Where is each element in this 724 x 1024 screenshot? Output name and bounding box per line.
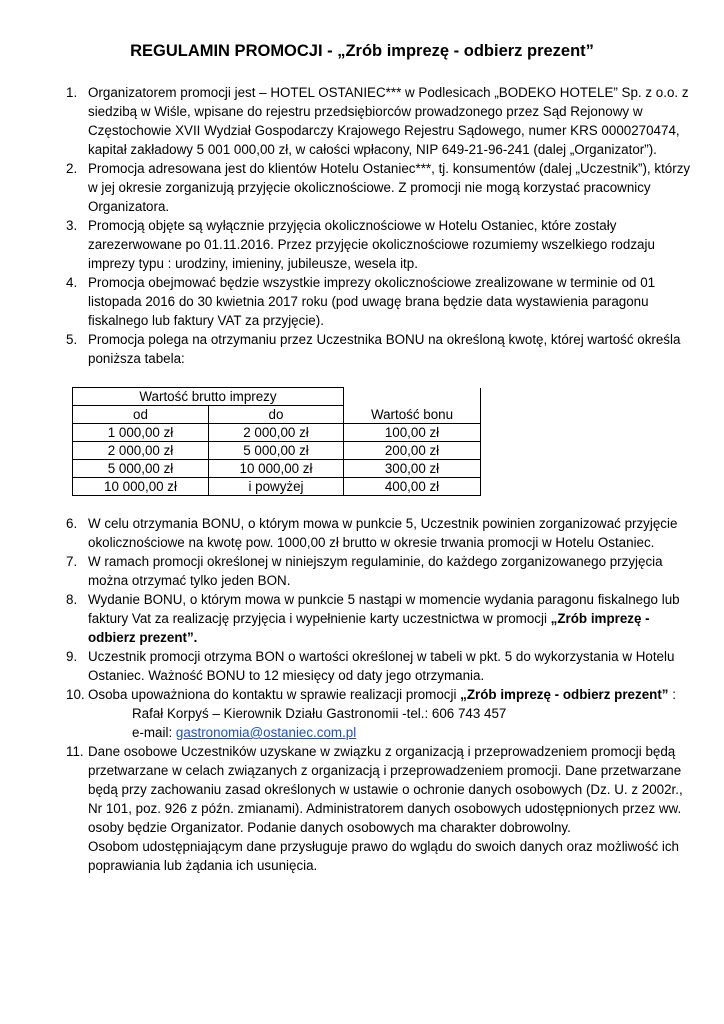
rule-number: 7. [66,554,78,569]
table-row [73,460,481,478]
contact-person: Rafał Korpyś – Kierownik Działu Gastronomii -tel.: 606 743 457 [132,706,507,721]
rule-text: Wydanie BONU, o którym mowa w punkcie 5 nastąpi w momencie wydania paragonu fiskalnego lub faktury Vat za realizację przyjęcia i wypełnienie karty uczestnictwa w promocji „Zrób imprezę - odbierz prezent”. [88,592,680,645]
table-header-cell: Wartość bonu [344,406,481,424]
rule-text: Osoba upoważniona do kontaktu w sprawie realizacji promocji „Zrób imprezę - odbierz prezent” : [88,687,676,702]
rule-text: W ramach promocji określonej w niniejszym regulaminie, do każdego zorganizowanego przyjęcia można otrzymać tylko jeden BON. [88,554,663,588]
rule-1 [0,83,724,159]
table-cell: 10 000,00 zł [73,478,209,496]
rule-number: 1. [66,85,78,100]
rule-number: 6. [66,516,78,531]
rule-3 [0,216,724,273]
rule-number: 4. [66,275,78,290]
table-cell: i powyżej [209,478,344,496]
rule-7 [0,552,724,590]
table-header-row [73,388,481,406]
rule-2 [0,159,724,216]
table-header-row [73,406,481,424]
bon-value-table [72,387,481,496]
rule-number: 5. [66,332,78,347]
table-cell: 5 000,00 zł [73,460,209,478]
table-cell: 300,00 zł [344,460,481,478]
table-group-header: Wartość brutto imprezy [73,388,344,406]
table-cell: 100,00 zł [344,424,481,442]
rule-number: 2. [66,161,78,176]
rule-number: 11. [66,744,84,759]
table-cell: 1 000,00 zł [73,424,209,442]
promo-name: „Zrób imprezę - odbierz prezent”. [88,611,650,645]
rule-text: Promocja obejmować będzie wszystkie imprezy okolicznościowe zrealizowane w terminie od 01 listopada 2016 do 30 kwietnia 2017 roku (pod uwagę brana będzie data wystawienia paragonu fiskalnego lub faktury VAT za przyjęcie). [88,275,656,328]
table-header-cell: do [209,406,344,424]
rule-number: 8. [66,592,78,607]
promo-name: „Zrób imprezę - odbierz prezent” [460,687,669,702]
rule-text: Uczestnik promocji otrzyma BON o wartości określonej w tabeli w pkt. 5 do wykorzystania w Hotelu Ostaniec. Ważność BONU to 12 miesięcy od daty jego otrzymania. [88,649,675,683]
rule-number: 10. [66,687,85,702]
table-header-cell: od [73,406,209,424]
rule-number: 9. [66,649,78,664]
rule-text: Promocja adresowana jest do klientów Hotelu Ostaniec***, tj. konsumentów (dalej „Uczestnik”), którzy w jej okresie zorganizują przyjęcie okolicznościowe. Z promocji nie mogą korzystać pracownicy Organizatora. [88,161,691,214]
page-title: REGULAMIN PROMOCJI - „Zrób imprezę - odbierz prezent” [130,42,594,60]
rule-text: Promocja polega na otrzymaniu przez Uczestnika BONU na określoną kwotę, której wartość określa poniższa tabela: [88,332,681,366]
table-row [73,442,481,460]
table-empty-cell [344,388,481,406]
rule-text-extra: Osobom udostępniającym dane przysługuje prawo do wglądu do swoich danych oraz możliwość ich poprawiania lub żądania ich usunięcia. [88,839,679,873]
contact-email-line: e-mail: gastronomia@ostaniec.com.pl [132,725,357,740]
rule-5 [0,330,724,514]
rule-text: Promocją objęte są wyłącznie przyjęcia okolicznościowe w Hotelu Ostaniec, które zostały zarezerwowane po 01.11.2016. Przez przyjęcie okolicznościowe rozumiemy wszelkiego rodzaju imprezy typu : urodziny, imieniny, jubileusze, wesela itp. [88,218,655,271]
rules-list [0,83,724,875]
table-cell: 200,00 zł [344,442,481,460]
rule-8 [0,590,724,647]
table-cell: 2 000,00 zł [209,424,344,442]
rule-10 [0,685,724,742]
table-cell: 400,00 zł [344,478,481,496]
table-cell: 2 000,00 zł [73,442,209,460]
rule-number: 3. [66,218,78,233]
rule-6 [0,514,724,552]
rule-4 [0,273,724,330]
table-row [73,424,481,442]
email-link[interactable]: gastronomia@ostaniec.com.pl [175,725,357,740]
rule-text: W celu otrzymania BONU, o którym mowa w punkcie 5, Uczestnik powinien zorganizować przyjęcie okolicznościowe na kwotę pow. 1000,00 zł brutto w okresie trwania promocji w Hotelu Ostaniec. [88,516,678,550]
rule-text: Organizatorem promocji jest – HOTEL OSTANIEC*** w Podlesicach „BODEKO HOTELE” Sp. z o.o. z siedzibą w Wiśle, wpisane do rejestru przedsiębiorców prowadzonego przez Sąd Rejonowy w Częstochowie XVII Wydział Gospodarczy Krajowego Rejestru Sądowego, numer KRS 0000270474, kapitał zakładowy 5 001 000,00 zł, w całości wpłacony, NIP 649-21-96-241 (dalej „Organizator”). [88,85,689,157]
rule-11 [0,742,724,875]
table-row [73,478,481,496]
rule-text: Dane osobowe Uczestników uzyskane w związku z organizacją i przeprowadzeniem promocji będą przetwarzane w celach związanych z organizacją i przeprowadzeniem promocji. Dane przetwarzane będą przy zachowaniu zasad określonych w ustawie o ochronie danych osobowych (Dz. U. z 2002r., Nr 101, poz. 926 z późn. zmianami). Administratorem danych osobowych udostępnionych przez ww. osoby będzie Organizator. Podanie danych osobowych ma charakter dobrowolny. [88,744,683,835]
rule-9 [0,647,724,685]
table-cell: 10 000,00 zł [209,460,344,478]
table-cell: 5 000,00 zł [209,442,344,460]
